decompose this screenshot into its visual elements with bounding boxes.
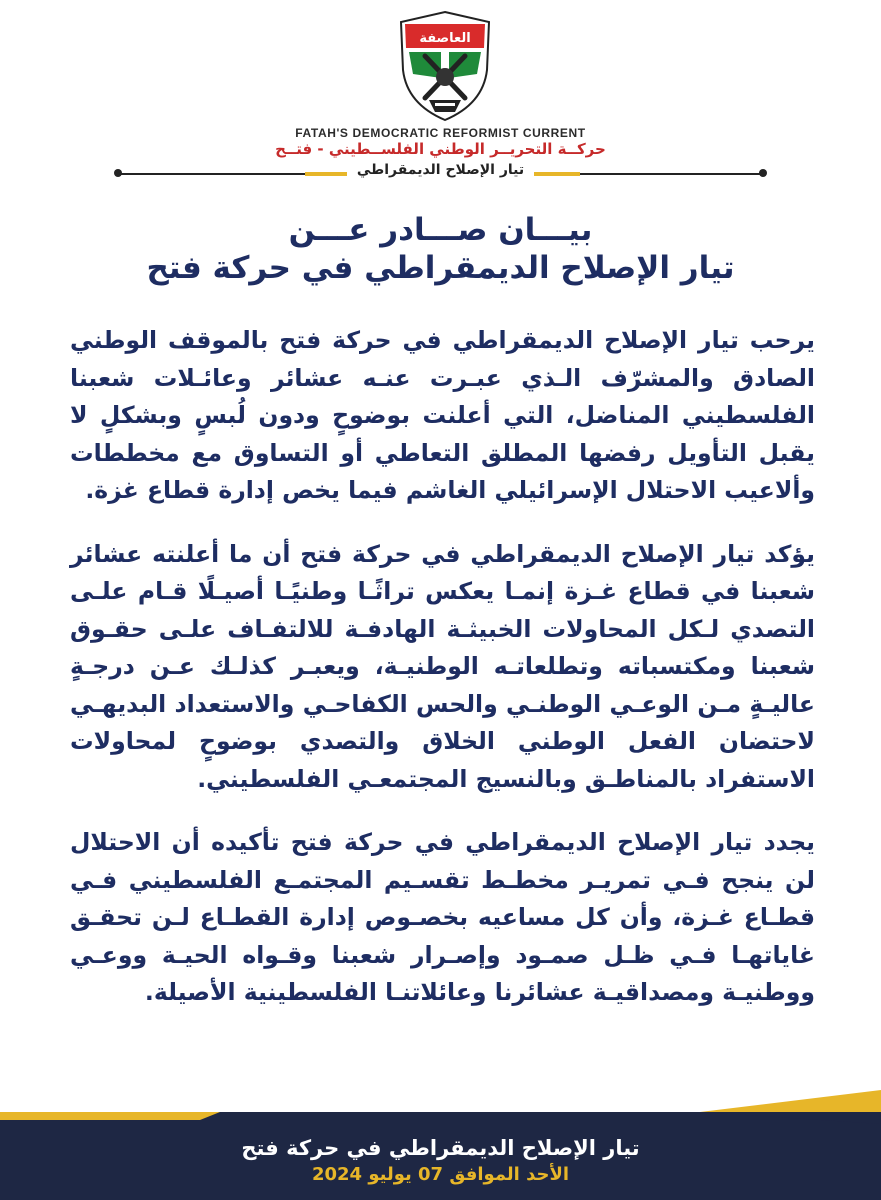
letterhead (0, 0, 881, 200)
paragraph: يؤكد تيار الإصلاح الديمقراطي في حركة فتح أن ما أعلنته عشائر شعبنا في قطاع غـزة إنمـا يعكس تراثًـا وطنيًـا أصيـلًا قـام علـى التصدي لـكل المحاولات الخبيثـة الهادفـة للالتفـاف علـى حقـوق شعبنا ومكتسباته وتطلعاتـه الوطنيـة، ويعبـر كذلـك عـن درجـةٍ عاليـةٍ مـن الوعـي الوطنـي والحس الكفاحـي والاستعداد البديهـي لاحتضان الفعل الوطني الخلاق والتصدي بوضوحٍ لمحاولات الاستفراد بالمناطـق وبالنسيج المجتمعـي الفلسطيني. (70, 539, 815, 793)
paragraph: يرحب تيار الإصلاح الديمقراطي في حركة فتح بالموقف الوطني الصادق والمشرّف الـذي عبـرت عنـه عشائر وعائـلات شعبنا الفلسطيني المناضل، التي أعلنت بوضوحٍ ودون لُبسٍ وبشكلٍ لا يقبل التأويل رفضها المطلق التعاطي أو التساوق مع مخططات وألاعيب الاحتلال الإسرائيلي الغاشم فيما يخص إدارة قطاع غزة. (70, 326, 815, 504)
fatah-emblem-icon (395, 8, 495, 124)
org-name-arabic: حركــة التحريــر الوطني الفلســطيني - فتــح (275, 140, 606, 158)
statement-title: بيـــان صـــادر عـــن (288, 212, 593, 248)
paragraph: يجدد تيار الإصلاح الديمقراطي في حركة فتح تأكيده أن الاحتلال لن ينجح فـي تمريـر مخطـط تقسـيم المجتمـع الفلسطيني فـي قطـاع غـزة، وأن كل مساعيه بخصـوص إدارة القطـاع لـن تحقـق غاياتهـا فـي ظـل صمـود وإصـرار شعبنا وقـواه الحيـة ووعـي ووطنيـة ومصداقيـة عشائرنا وعائلاتنـا الفلسطينية الأصيلة. (70, 828, 815, 1006)
statement-body (70, 322, 815, 1038)
statement-subtitle: تيار الإصلاح الديمقراطي في حركة فتح (146, 250, 735, 286)
header-sub-label (0, 162, 881, 178)
sub-label-text: تيار الإصلاح الديمقراطي (347, 162, 534, 178)
logo-text: العاصفة (419, 31, 471, 46)
footer-date: الأحد الموافق 07 يوليو 2024 (311, 1164, 570, 1185)
footer-title: تيار الإصلاح الديمقراطي في حركة فتح (241, 1136, 640, 1160)
org-name-english: FATAH'S DEMOCRATIC REFORMIST CURRENT (295, 126, 586, 140)
